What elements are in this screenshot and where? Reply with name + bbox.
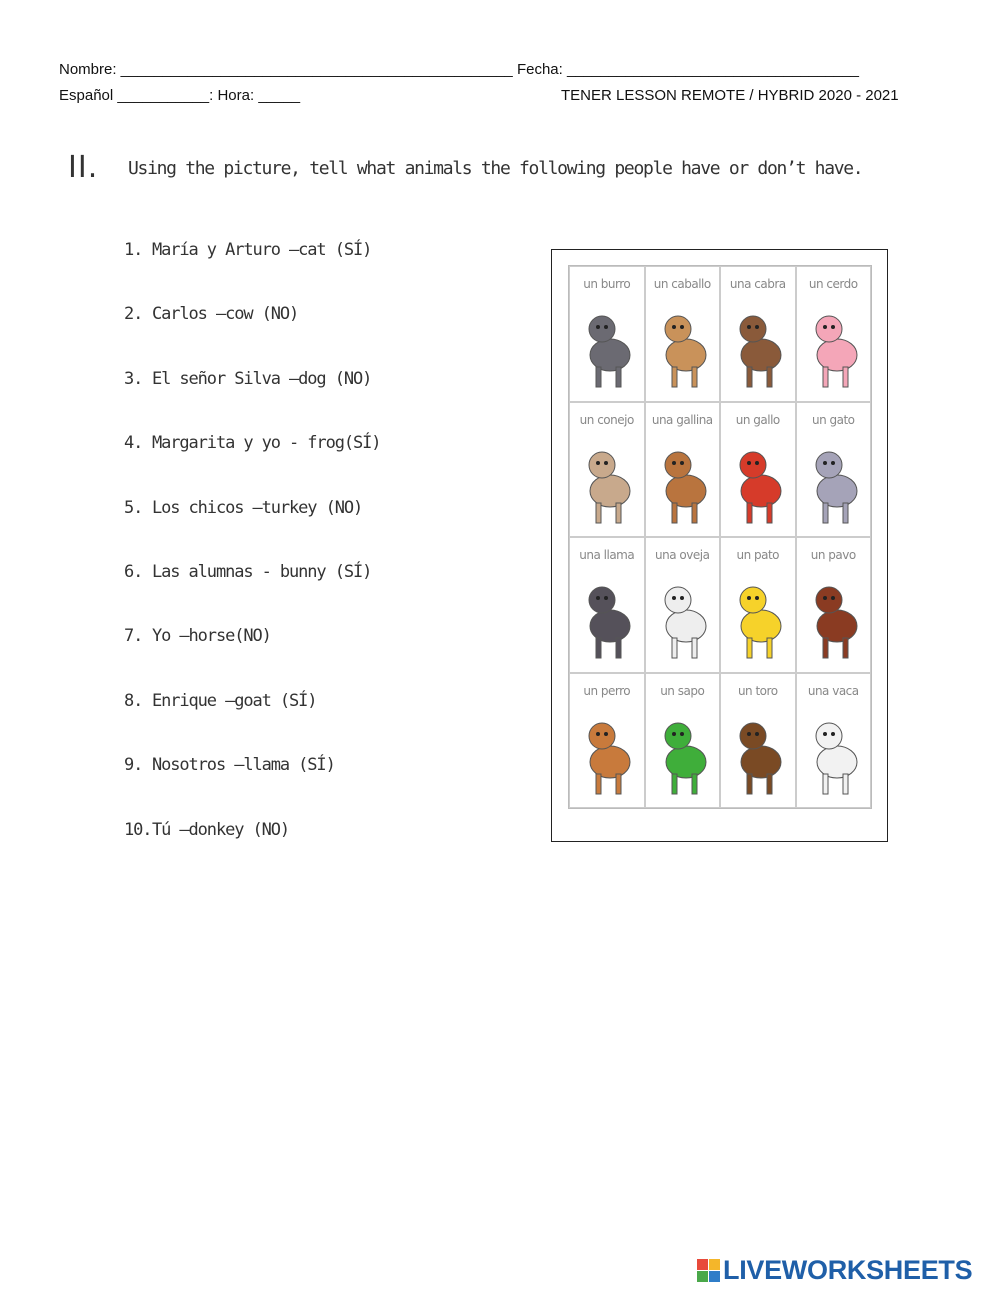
logo-blocks-icon	[697, 1259, 720, 1282]
exercise-item	[124, 498, 380, 562]
item-text: Enrique –goat (SÍ)	[152, 690, 317, 711]
animal-cell	[569, 673, 645, 809]
brand-name: LIVEWORKSHEETS	[723, 1254, 973, 1285]
item-number: 5.	[124, 497, 143, 518]
exercise-item	[124, 369, 380, 433]
animal-cell	[796, 402, 872, 538]
animal-label: un pavo	[810, 548, 856, 562]
logo-block	[697, 1259, 708, 1270]
item-text: Carlos –cow (NO)	[152, 304, 299, 325]
animal-cell	[720, 673, 796, 809]
item-number: 9.	[124, 755, 143, 776]
section-numeral: II.	[68, 150, 99, 185]
exercise-item	[124, 240, 380, 304]
exercise-item	[124, 433, 380, 497]
item-text: Yo –horse(NO)	[152, 626, 271, 647]
animal-cell	[796, 673, 872, 809]
animal-cell	[796, 266, 872, 402]
instructions: Using the picture, tell what animals the following people have or don’t have.	[128, 158, 863, 179]
animal-cell	[720, 537, 796, 673]
item-number: 2.	[124, 304, 143, 325]
animal-cell	[645, 266, 721, 402]
animal-cell	[645, 537, 721, 673]
item-number: 4.	[124, 433, 143, 454]
animal-label: un perro	[583, 683, 631, 698]
animal-label: una vaca	[807, 683, 859, 698]
animal-label: un pato	[736, 548, 780, 562]
item-text: Nosotros –llama (SÍ)	[152, 755, 335, 776]
animal-cell	[569, 402, 645, 538]
animal-label: un cerdo	[808, 277, 858, 291]
item-number: 8.	[124, 690, 143, 711]
logo-block	[709, 1271, 720, 1282]
animal-label: un toro	[737, 683, 778, 698]
animal-label: un sapo	[660, 683, 705, 698]
item-number: 7.	[124, 626, 143, 647]
animal-label: un gato	[811, 412, 855, 427]
animal-label: un gallo	[735, 412, 780, 427]
animal-label: un burro	[583, 277, 631, 291]
exercise-item	[124, 755, 380, 819]
animal-cell	[645, 402, 721, 538]
animal-label: una cabra	[729, 277, 786, 291]
animal-label: una llama	[579, 548, 635, 562]
animal-cell	[720, 266, 796, 402]
item-text: Las alumnas - bunny (SÍ)	[152, 561, 372, 582]
item-number: 1.	[124, 240, 143, 260]
item-number: 10.	[124, 819, 152, 840]
animal-label: un caballo	[653, 277, 711, 291]
exercise-item	[124, 626, 380, 690]
exercise-item	[124, 691, 380, 755]
animal-cell	[796, 537, 872, 673]
animal-label: una gallina	[651, 412, 713, 427]
animal-cell	[569, 266, 645, 402]
liveworksheets-logo	[697, 1254, 972, 1286]
item-number: 3.	[124, 368, 143, 389]
animal-picture	[551, 249, 888, 842]
exercise-list	[124, 240, 380, 884]
course-title: TENER LESSON REMOTE / HYBRID 2020 - 2021	[561, 87, 899, 104]
name-date-line: Nombre: _______________________________________________ Fecha: ___________________________________	[59, 61, 859, 78]
exercise-item	[124, 304, 380, 368]
logo-block	[709, 1259, 720, 1270]
logo-block	[697, 1271, 708, 1282]
class-hour-line: Español ___________: Hora: _____	[59, 87, 301, 104]
animal-cell	[720, 402, 796, 538]
item-text: El señor Silva –dog (NO)	[152, 368, 372, 389]
item-text: Margarita y yo - frog(SÍ)	[152, 433, 381, 454]
animal-cell	[569, 537, 645, 673]
animal-label: una oveja	[655, 548, 710, 562]
animal-label: un conejo	[579, 412, 634, 427]
item-text: Tú –donkey (NO)	[152, 819, 290, 840]
animal-grid	[568, 265, 872, 809]
animal-cell	[645, 673, 721, 809]
item-text: Los chicos –turkey (NO)	[152, 497, 363, 518]
item-text: María y Arturo –cat (SÍ)	[152, 240, 372, 260]
exercise-item	[124, 820, 380, 884]
item-number: 6.	[124, 561, 143, 582]
exercise-item	[124, 562, 380, 626]
